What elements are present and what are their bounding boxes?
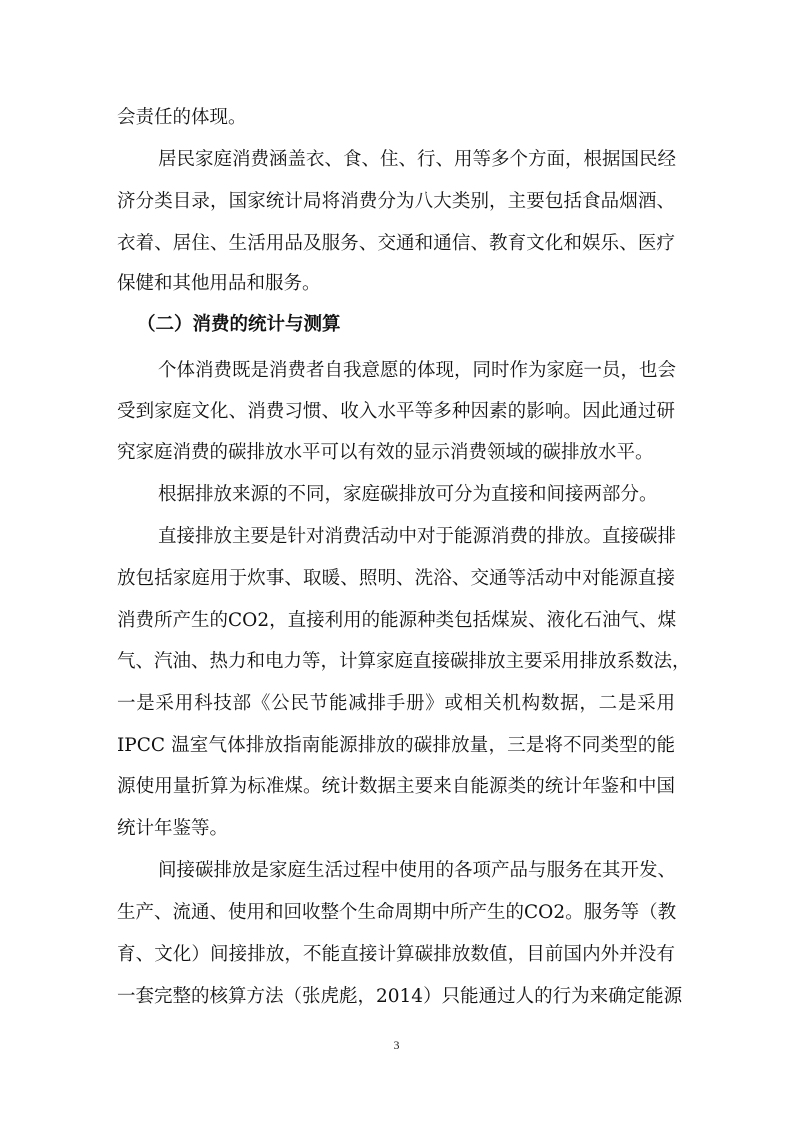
paragraph-line: 保健和其他用品和服务。 — [117, 273, 321, 294]
section-heading: （二）消费的统计与测算 — [137, 314, 341, 335]
paragraph-line: 直接排放主要是针对消费活动中对于能源消费的排放。直接碳排 — [158, 526, 677, 547]
paragraph-line: 济分类目录，国家统计局将消费分为八大类别，主要包括食品烟酒、 — [117, 191, 675, 212]
paragraph-line: 究家庭消费的碳排放水平可以有效的显示消费领域的碳排放水平。 — [117, 442, 654, 463]
paragraph-line: IPCC 温室气体排放指南能源排放的碳排放量，三是将不同类型的能 — [117, 735, 675, 756]
paragraph-line: 衣着、居住、生活用品及服务、交通和通信、教育文化和娱乐、医疗 — [117, 233, 675, 254]
paragraph-line: 放包括家庭用于炊事、取暖、照明、洗浴、交通等活动中对能源直接 — [117, 568, 675, 589]
paragraph-line: 个体消费既是消费者自我意愿的体现，同时作为家庭一员，也会 — [158, 360, 677, 381]
paragraph-line: 会责任的体现。 — [117, 107, 247, 128]
paragraph-line: 受到家庭文化、消费习惯、收入水平等多种因素的影响。因此通过研 — [117, 401, 675, 422]
paragraph-line: 育、文化）间接排放，不能直接计算碳排放数值，目前国内外并没有 — [117, 944, 675, 965]
paragraph-line: 统计年鉴等。 — [117, 818, 229, 839]
paragraph-line: 气、汽油、热力和电力等，计算家庭直接碳排放主要采用排放系数法， — [117, 651, 691, 672]
paragraph-line: 生产、流通、使用和回收整个生命周期中所产生的CO2。服务等（教 — [117, 902, 677, 923]
paragraph-line: 一是采用科技部《公民节能减排手册》或相关机构数据，二是采用 — [117, 693, 675, 714]
paragraph-line: 居民家庭消费涵盖衣、食、住、行、用等多个方面，根据国民经 — [158, 149, 677, 170]
paragraph-line: 源使用量折算为标准煤。统计数据主要来自能源类的统计年鉴和中国 — [117, 776, 675, 797]
paragraph-line: 根据排放来源的不同，家庭碳排放可分为直接和间接两部分。 — [158, 484, 658, 505]
paragraph-line: 间接碳排放是家庭生活过程中使用的各项产品与服务在其开发、 — [158, 860, 677, 881]
page-number: 3 — [393, 1038, 400, 1052]
paragraph-line: 消费所产生的CO2，直接利用的能源种类包括煤炭、液化石油气、煤 — [117, 610, 677, 631]
paragraph-line: 一套完整的核算方法（张虎彪，2014）只能通过人的行为来确定能源 — [117, 986, 683, 1007]
